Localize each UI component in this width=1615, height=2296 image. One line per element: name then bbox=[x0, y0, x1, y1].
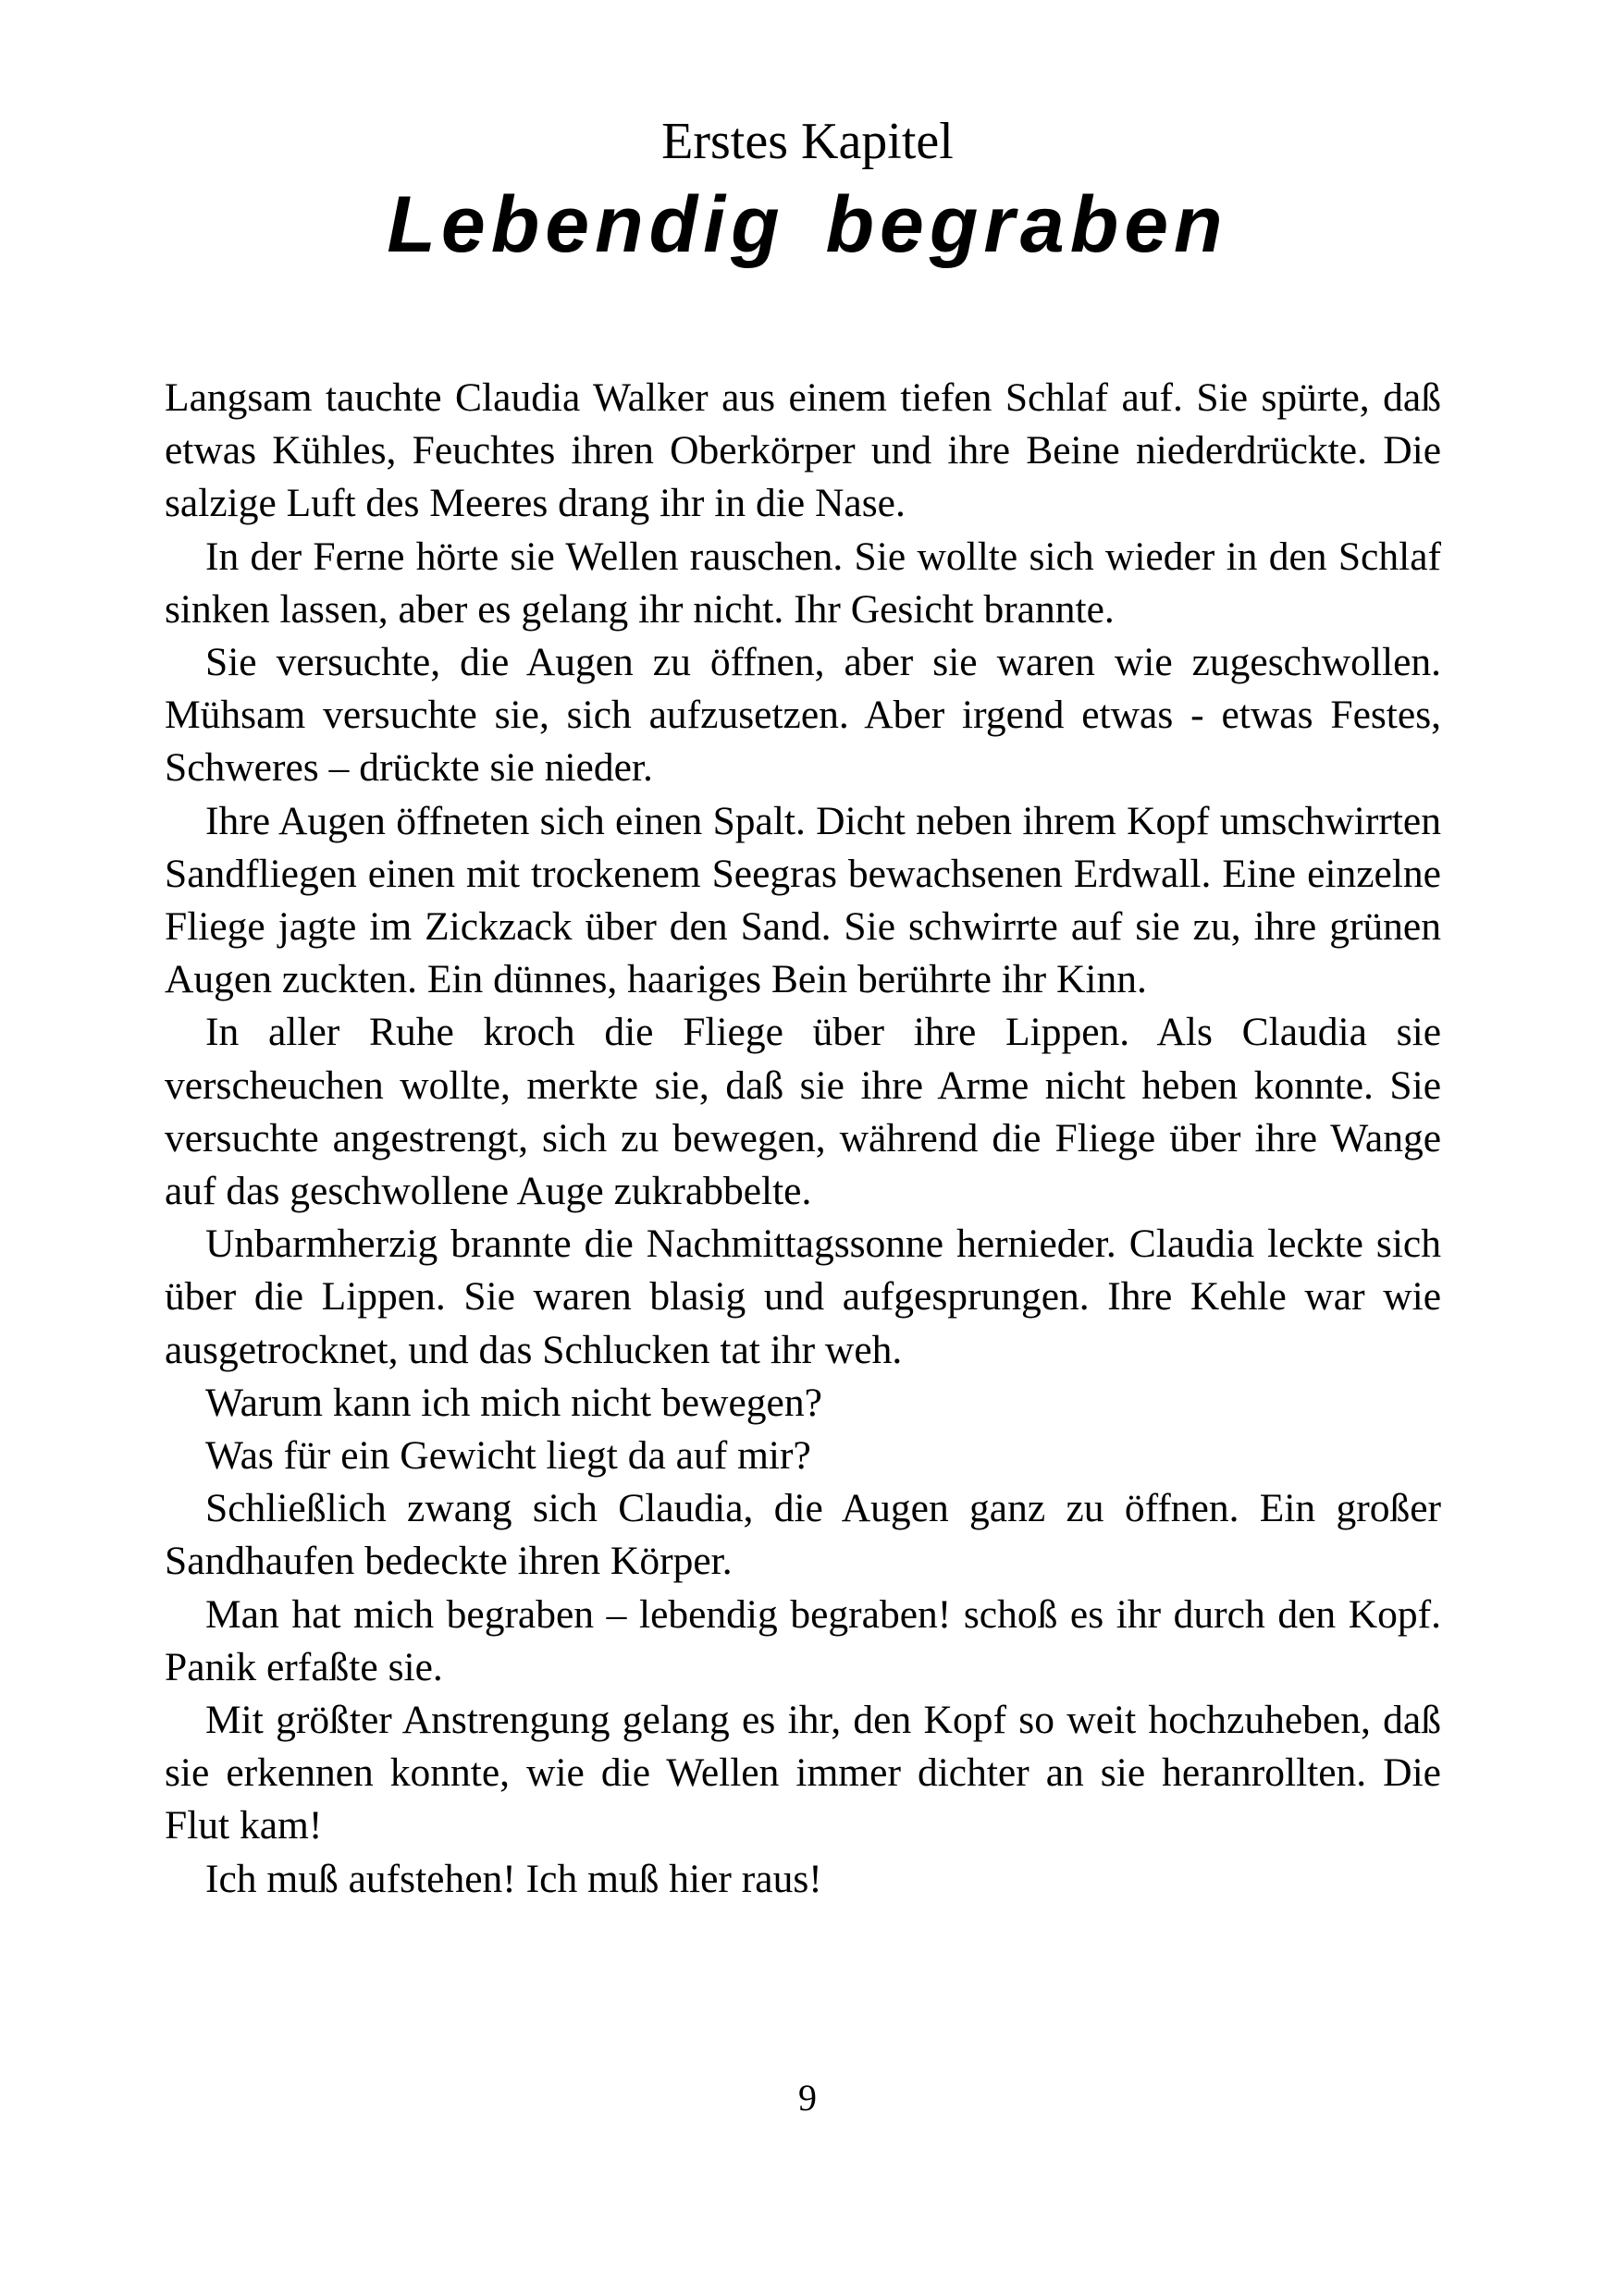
chapter-body bbox=[165, 372, 1441, 1906]
paragraph: Ich muß aufstehen! Ich muß hier raus! bbox=[205, 1856, 822, 1901]
page-number: 9 bbox=[798, 2077, 817, 2118]
paragraph: Schließlich zwang sich Claudia, die Augen ganz zu öffnen. Ein großer Sandhaufen bedeckte ihren Körper. bbox=[165, 1486, 1441, 1584]
paragraph: Mit größter Anstrengung gelang es ihr, den Kopf so weit hochzuheben, daß sie erkennen konnte, wie die Wellen immer dichter an sie heranrollten. Die Flut kam! bbox=[165, 1698, 1441, 1848]
paragraph: Warum kann ich mich nicht bewegen? bbox=[205, 1380, 822, 1425]
paragraph: Sie versuchte, die Augen zu öffnen, aber sie waren wie zugeschwollen. Mühsam versuchte sie, sich aufzusetzen. Aber irgend etwas - etwas Festes, Schweres – drückte sie nieder. bbox=[165, 640, 1441, 791]
chapter-title: Lebendig begraben bbox=[387, 180, 1228, 269]
paragraph: In aller Ruhe kroch die Fliege über ihre Lippen. Als Claudia sie verscheuchen wollte, merkte sie, daß sie ihre Arme nicht heben konnte. Sie versuchte angestrengt, sich zu bewegen, während die Fliege über ihre Wange auf das geschwollene Auge zukrabbelte. bbox=[165, 1010, 1441, 1214]
paragraph: Langsam tauchte Claudia Walker aus einem tiefen Schlaf auf. Sie spürte, daß etwas Kühles, Feuchtes ihren Oberkörper und ihre Beine niederdrückte. Die salzige Luft des Meeres drang ihr in die Nase. bbox=[165, 375, 1441, 526]
paragraph: Man hat mich begraben – lebendig begraben! schoß es ihr durch den Kopf. Panik erfaßte sie. bbox=[165, 1591, 1441, 1689]
paragraph: In der Ferne hörte sie Wellen rauschen. Sie wollte sich wieder in den Schlaf sinken lassen, aber es gelang ihr nicht. Ihr Gesicht brannte. bbox=[165, 534, 1441, 632]
paragraph: Ihre Augen öffneten sich einen Spalt. Dicht neben ihrem Kopf umschwirrten Sandfliegen einen mit trockenem Seegras bewachsenen Erdwall. Eine einzelne Fliege jagte im Zickzack über den Sand. Sie schwirrte auf sie zu, ihre grünen Augen zuckten. Ein dünnes, haariges Bein berührte ihr Kinn. bbox=[165, 798, 1441, 1002]
chapter-label: Erstes Kapitel bbox=[661, 113, 954, 170]
paragraph: Unbarmherzig brannte die Nachmittagssonne hernieder. Claudia leckte sich über die Lippen. Sie waren blasig und aufgesprungen. Ihre Kehle war wie ausgetrocknet, und das Schlucken tat ihr weh. bbox=[165, 1222, 1441, 1372]
paragraph: Was für ein Gewicht liegt da auf mir? bbox=[205, 1433, 811, 1479]
